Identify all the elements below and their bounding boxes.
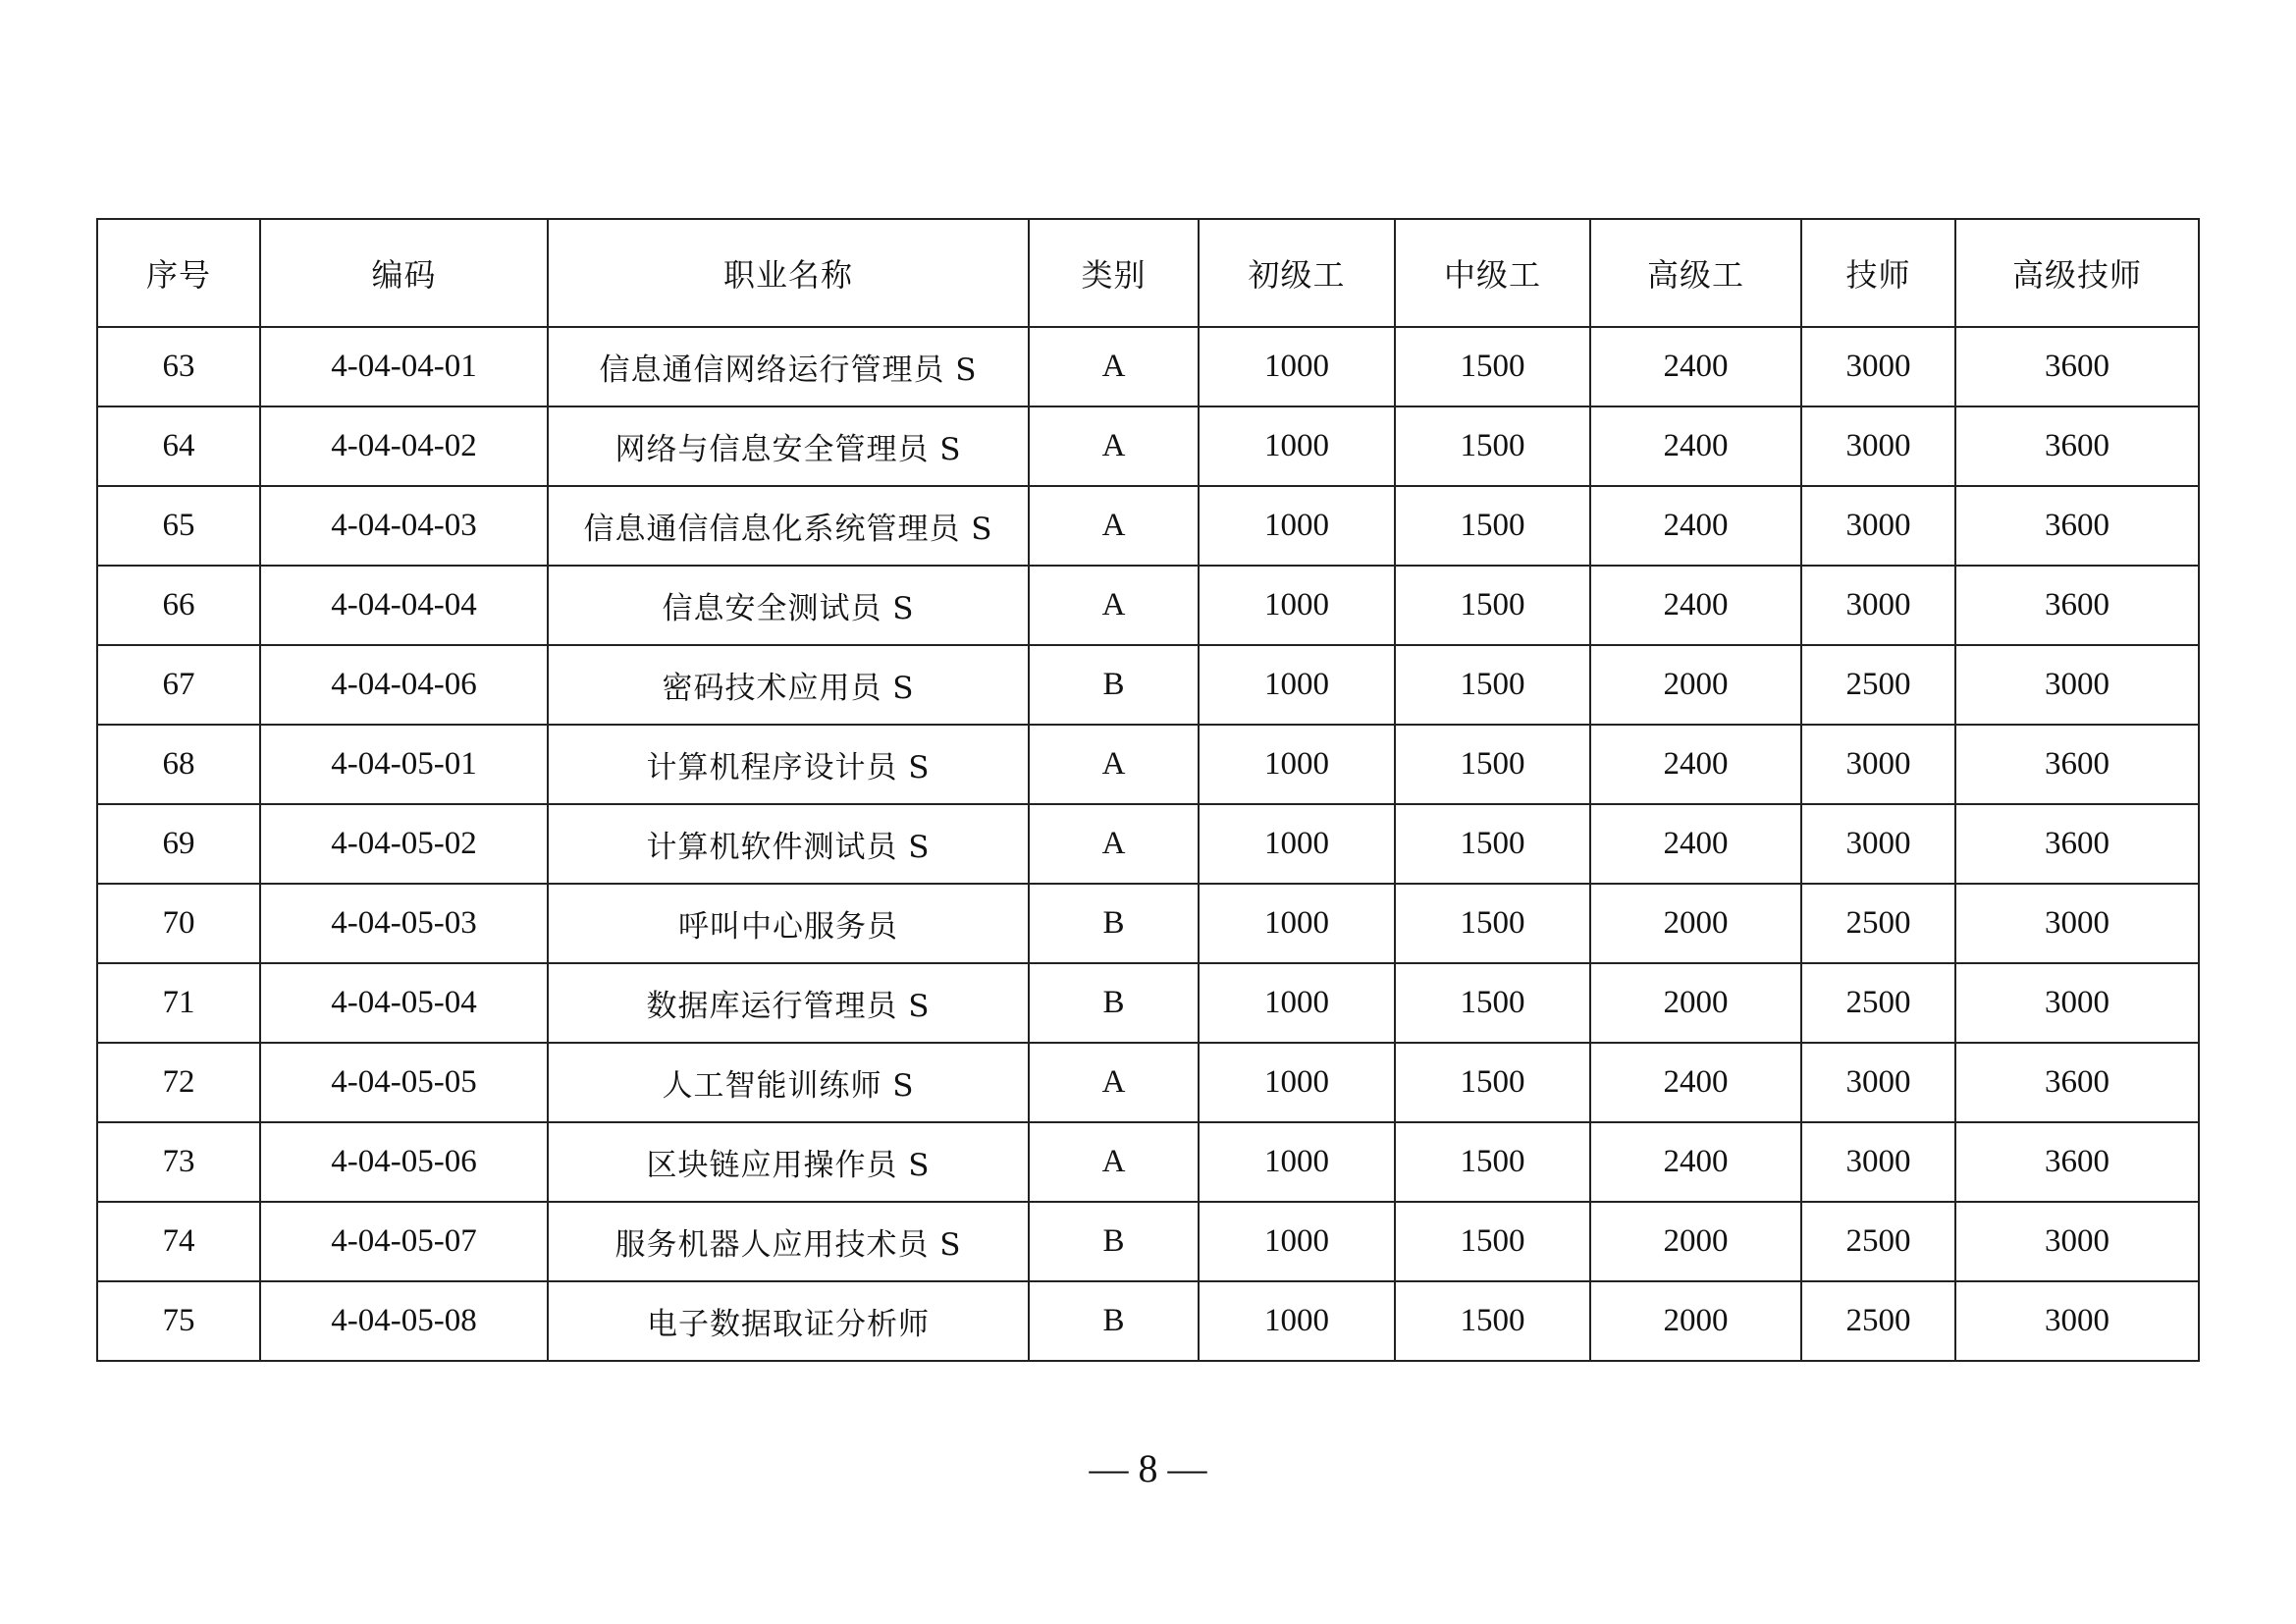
cell-code: 4-04-05-05	[260, 1043, 548, 1122]
cell-technician: 3000	[1801, 486, 1955, 566]
cell-code: 4-04-05-01	[260, 725, 548, 804]
cell-serial-number: 70	[97, 884, 260, 963]
cell-intermediate-worker: 1500	[1395, 486, 1590, 566]
header-senior-technician: 高级技师	[1955, 219, 2199, 327]
header-intermediate-worker: 中级工	[1395, 219, 1590, 327]
cell-occupation-name: 计算机软件测试员 S	[548, 804, 1029, 884]
cell-senior-technician: 3600	[1955, 804, 2199, 884]
cell-code: 4-04-05-02	[260, 804, 548, 884]
cell-senior-worker: 2000	[1590, 645, 1801, 725]
cell-senior-worker: 2400	[1590, 566, 1801, 645]
table-body	[97, 327, 2199, 1361]
cell-occupation-name: 电子数据取证分析师	[548, 1281, 1029, 1361]
cell-category: B	[1029, 1202, 1199, 1281]
cell-senior-technician: 3000	[1955, 1202, 2199, 1281]
cell-intermediate-worker: 1500	[1395, 963, 1590, 1043]
cell-code: 4-04-04-06	[260, 645, 548, 725]
cell-code: 4-04-04-02	[260, 406, 548, 486]
cell-occupation-name: 数据库运行管理员 S	[548, 963, 1029, 1043]
cell-serial-number: 65	[97, 486, 260, 566]
cell-occupation-name: 区块链应用操作员 S	[548, 1122, 1029, 1202]
cell-intermediate-worker: 1500	[1395, 804, 1590, 884]
cell-intermediate-worker: 1500	[1395, 1043, 1590, 1122]
table-header-row	[97, 219, 2199, 327]
cell-senior-technician: 3600	[1955, 486, 2199, 566]
table-row	[97, 1043, 2199, 1122]
cell-senior-technician: 3600	[1955, 725, 2199, 804]
cell-serial-number: 63	[97, 327, 260, 406]
cell-serial-number: 64	[97, 406, 260, 486]
cell-junior-worker: 1000	[1199, 1043, 1395, 1122]
cell-category: A	[1029, 804, 1199, 884]
cell-senior-technician: 3600	[1955, 1043, 2199, 1122]
cell-code: 4-04-04-03	[260, 486, 548, 566]
cell-occupation-name: 人工智能训练师 S	[548, 1043, 1029, 1122]
header-occupation-name: 职业名称	[548, 219, 1029, 327]
header-senior-worker: 高级工	[1590, 219, 1801, 327]
cell-serial-number: 71	[97, 963, 260, 1043]
cell-category: A	[1029, 327, 1199, 406]
cell-senior-worker: 2400	[1590, 725, 1801, 804]
cell-code: 4-04-05-07	[260, 1202, 548, 1281]
cell-code: 4-04-04-04	[260, 566, 548, 645]
cell-senior-technician: 3000	[1955, 1281, 2199, 1361]
cell-senior-worker: 2400	[1590, 486, 1801, 566]
cell-technician: 3000	[1801, 725, 1955, 804]
cell-occupation-name: 密码技术应用员 S	[548, 645, 1029, 725]
table-row	[97, 1122, 2199, 1202]
cell-junior-worker: 1000	[1199, 884, 1395, 963]
page-number: — 8 —	[1089, 1446, 1207, 1490]
cell-senior-worker: 2000	[1590, 1202, 1801, 1281]
cell-intermediate-worker: 1500	[1395, 1281, 1590, 1361]
cell-code: 4-04-04-01	[260, 327, 548, 406]
header-technician: 技师	[1801, 219, 1955, 327]
cell-senior-worker: 2400	[1590, 406, 1801, 486]
cell-senior-worker: 2400	[1590, 804, 1801, 884]
cell-technician: 3000	[1801, 327, 1955, 406]
cell-junior-worker: 1000	[1199, 804, 1395, 884]
cell-technician: 3000	[1801, 804, 1955, 884]
table-row	[97, 327, 2199, 406]
cell-category: B	[1029, 1281, 1199, 1361]
cell-serial-number: 67	[97, 645, 260, 725]
cell-senior-worker: 2400	[1590, 327, 1801, 406]
table-row	[97, 804, 2199, 884]
cell-serial-number: 75	[97, 1281, 260, 1361]
cell-junior-worker: 1000	[1199, 327, 1395, 406]
cell-intermediate-worker: 1500	[1395, 725, 1590, 804]
cell-technician: 2500	[1801, 645, 1955, 725]
header-serial-number: 序号	[97, 219, 260, 327]
cell-junior-worker: 1000	[1199, 963, 1395, 1043]
cell-serial-number: 66	[97, 566, 260, 645]
cell-category: A	[1029, 1043, 1199, 1122]
cell-occupation-name: 计算机程序设计员 S	[548, 725, 1029, 804]
cell-category: B	[1029, 963, 1199, 1043]
cell-senior-technician: 3000	[1955, 645, 2199, 725]
table-row	[97, 884, 2199, 963]
cell-technician: 2500	[1801, 1202, 1955, 1281]
cell-category: A	[1029, 486, 1199, 566]
cell-senior-worker: 2000	[1590, 963, 1801, 1043]
cell-senior-technician: 3000	[1955, 963, 2199, 1043]
cell-intermediate-worker: 1500	[1395, 884, 1590, 963]
cell-intermediate-worker: 1500	[1395, 566, 1590, 645]
cell-senior-technician: 3600	[1955, 327, 2199, 406]
cell-senior-technician: 3600	[1955, 566, 2199, 645]
cell-senior-worker: 2400	[1590, 1122, 1801, 1202]
table-row	[97, 645, 2199, 725]
cell-intermediate-worker: 1500	[1395, 406, 1590, 486]
cell-intermediate-worker: 1500	[1395, 1202, 1590, 1281]
cell-junior-worker: 1000	[1199, 566, 1395, 645]
cell-occupation-name: 信息通信信息化系统管理员 S	[548, 486, 1029, 566]
cell-category: A	[1029, 1122, 1199, 1202]
cell-code: 4-04-05-04	[260, 963, 548, 1043]
cell-junior-worker: 1000	[1199, 1202, 1395, 1281]
cell-junior-worker: 1000	[1199, 486, 1395, 566]
cell-senior-worker: 2000	[1590, 884, 1801, 963]
cell-junior-worker: 1000	[1199, 1281, 1395, 1361]
cell-serial-number: 74	[97, 1202, 260, 1281]
cell-category: A	[1029, 566, 1199, 645]
cell-junior-worker: 1000	[1199, 406, 1395, 486]
cell-technician: 3000	[1801, 1122, 1955, 1202]
cell-intermediate-worker: 1500	[1395, 1122, 1590, 1202]
cell-senior-worker: 2000	[1590, 1281, 1801, 1361]
cell-serial-number: 73	[97, 1122, 260, 1202]
cell-intermediate-worker: 1500	[1395, 327, 1590, 406]
cell-technician: 3000	[1801, 1043, 1955, 1122]
cell-occupation-name: 呼叫中心服务员	[548, 884, 1029, 963]
table-row	[97, 725, 2199, 804]
cell-junior-worker: 1000	[1199, 1122, 1395, 1202]
cell-category: A	[1029, 725, 1199, 804]
cell-category: B	[1029, 884, 1199, 963]
cell-occupation-name: 网络与信息安全管理员 S	[548, 406, 1029, 486]
table-row	[97, 486, 2199, 566]
cell-occupation-name: 信息安全测试员 S	[548, 566, 1029, 645]
cell-junior-worker: 1000	[1199, 645, 1395, 725]
cell-technician: 3000	[1801, 566, 1955, 645]
header-code: 编码	[260, 219, 548, 327]
cell-technician: 3000	[1801, 406, 1955, 486]
cell-junior-worker: 1000	[1199, 725, 1395, 804]
cell-senior-technician: 3600	[1955, 406, 2199, 486]
cell-senior-worker: 2400	[1590, 1043, 1801, 1122]
cell-occupation-name: 信息通信网络运行管理员 S	[548, 327, 1029, 406]
cell-intermediate-worker: 1500	[1395, 645, 1590, 725]
cell-serial-number: 69	[97, 804, 260, 884]
table-row	[97, 963, 2199, 1043]
header-junior-worker: 初级工	[1199, 219, 1395, 327]
cell-serial-number: 72	[97, 1043, 260, 1122]
cell-technician: 2500	[1801, 1281, 1955, 1361]
cell-code: 4-04-05-06	[260, 1122, 548, 1202]
cell-senior-technician: 3000	[1955, 884, 2199, 963]
cell-occupation-name: 服务机器人应用技术员 S	[548, 1202, 1029, 1281]
header-category: 类别	[1029, 219, 1199, 327]
table-row	[97, 1202, 2199, 1281]
table-row	[97, 1281, 2199, 1361]
cell-code: 4-04-05-03	[260, 884, 548, 963]
cell-technician: 2500	[1801, 963, 1955, 1043]
table-row	[97, 566, 2199, 645]
cell-category: A	[1029, 406, 1199, 486]
table-row	[97, 406, 2199, 486]
cell-code: 4-04-05-08	[260, 1281, 548, 1361]
cell-technician: 2500	[1801, 884, 1955, 963]
cell-senior-technician: 3600	[1955, 1122, 2199, 1202]
cell-category: B	[1029, 645, 1199, 725]
cell-serial-number: 68	[97, 725, 260, 804]
occupation-subsidy-table	[96, 218, 2200, 1362]
